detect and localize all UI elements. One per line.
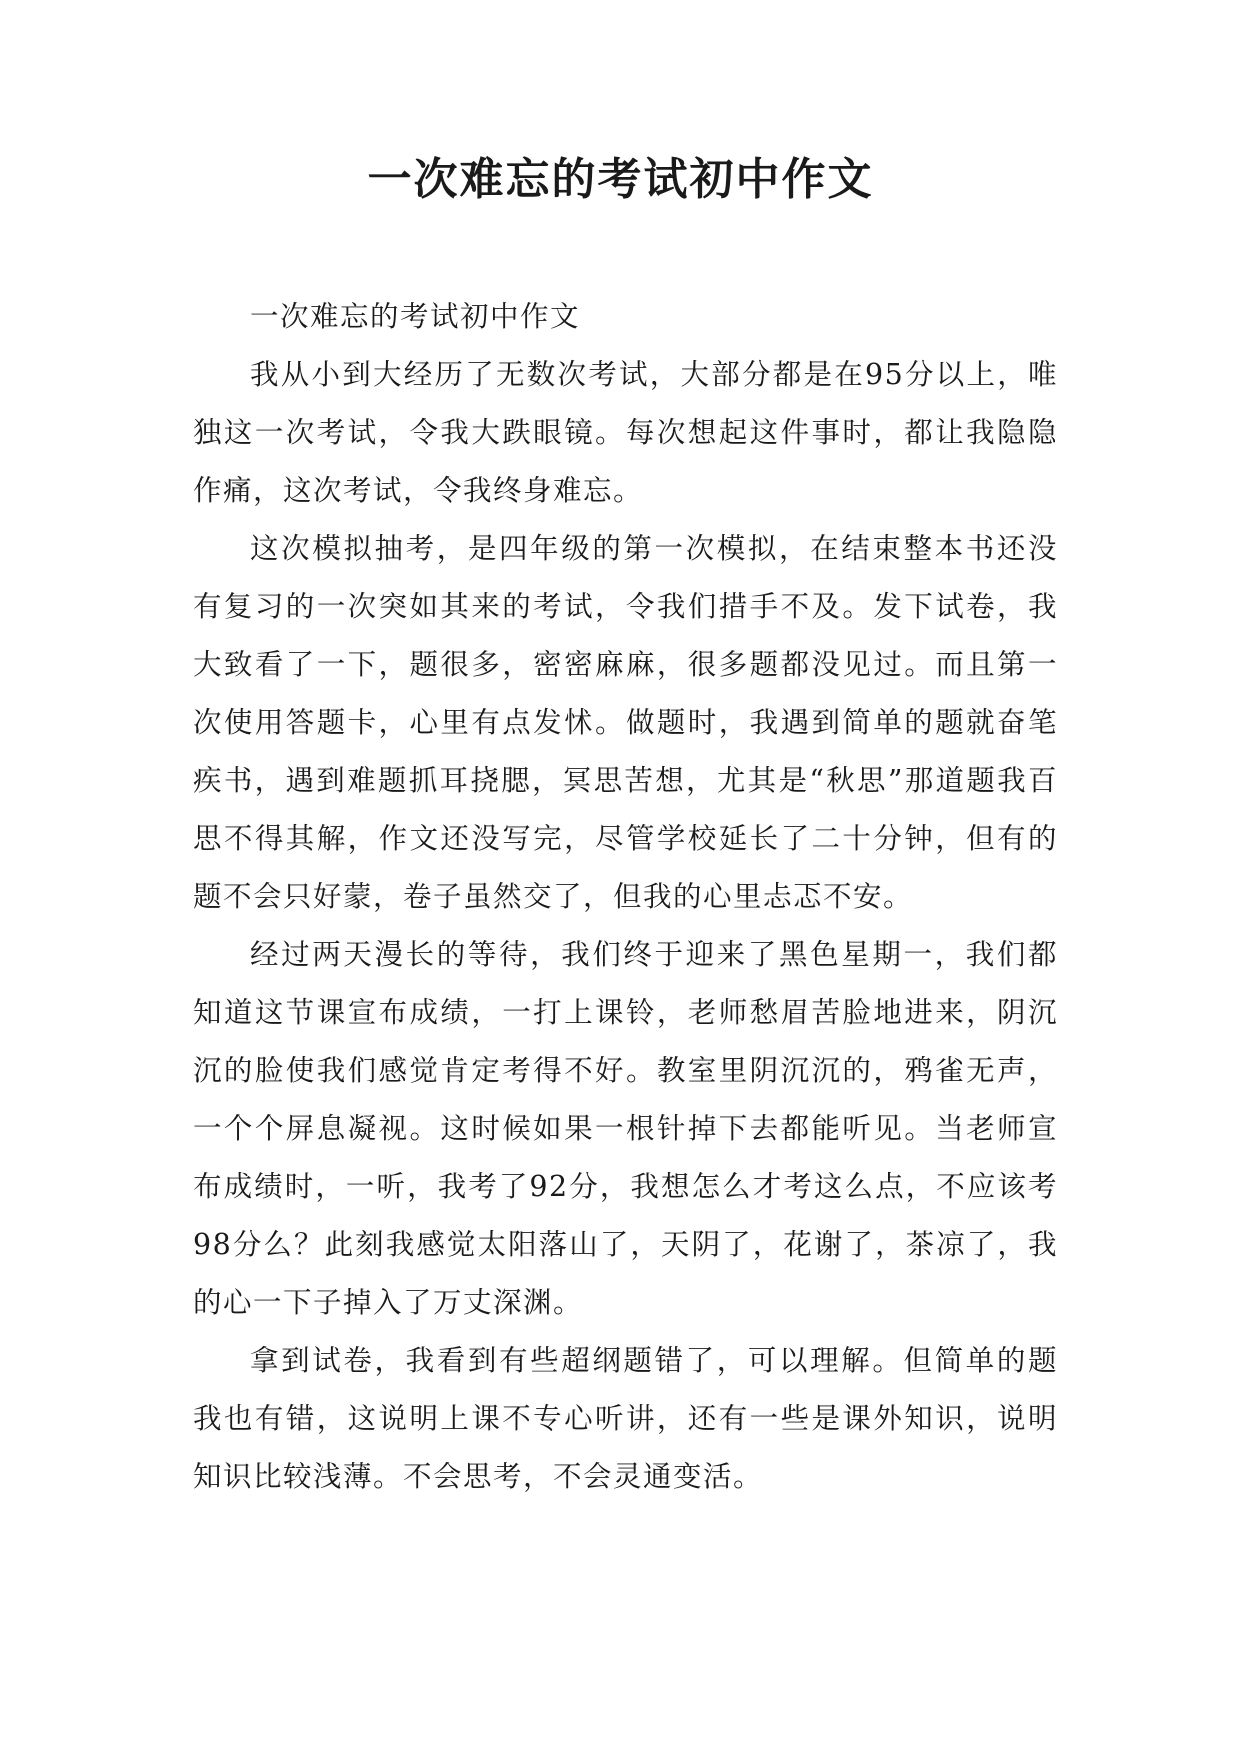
paragraph-subtitle: 一次难忘的考试初中作文 <box>250 300 581 333</box>
document-title: 一次难忘的考试初中作文 <box>367 154 874 205</box>
paragraph: 拿到试卷，我看到有些超纲题错了，可以理解。但简单的题我也有错，这说明上课不专心听讲，还有一些是课外知识，说明知识比较浅薄。不会思考，不会灵通变活。 <box>193 1344 1058 1493</box>
paragraph: 这次模拟抽考，是四年级的第一次模拟，在结束整本书还没有复习的一次突如其来的考试，令我们措手不及。发下试卷，我大致看了一下，题很多，密密麻麻，很多题都没见过。而且第一次使用答题卡，心里有点发怵。做题时，我遇到简单的题就奋笔疾书，遇到难题抓耳挠腮，冥思苦想，尤其是“秋思”那道题我百思不得其解，作文还没写完，尽管学校延长了二十分钟，但有的题不会只好蒙，卷子虽然交了，但我的心里忐忑不安。 <box>193 532 1058 913</box>
document-body <box>193 288 1058 1506</box>
paragraph: 经过两天漫长的等待，我们终于迎来了黑色星期一，我们都知道这节课宣布成绩，一打上课铃，老师愁眉苦脸地进来，阴沉沉的脸使我们感觉肯定考得不好。教室里阴沉沉的，鸦雀无声，一个个屏息凝视。这时候如果一根针掉下去都能听见。当老师宣布成绩时，一听，我考了92分，我想怎么才考这么点，不应该考98分么？此刻我感觉太阳落山了，天阴了，花谢了，茶凉了，我的心一下子掉入了万丈深渊。 <box>193 938 1058 1319</box>
paragraph: 我从小到大经历了无数次考试，大部分都是在95分以上，唯独这一次考试，令我大跌眼镜。每次想起这件事时，都让我隐隐作痛，这次考试，令我终身难忘。 <box>193 358 1058 507</box>
